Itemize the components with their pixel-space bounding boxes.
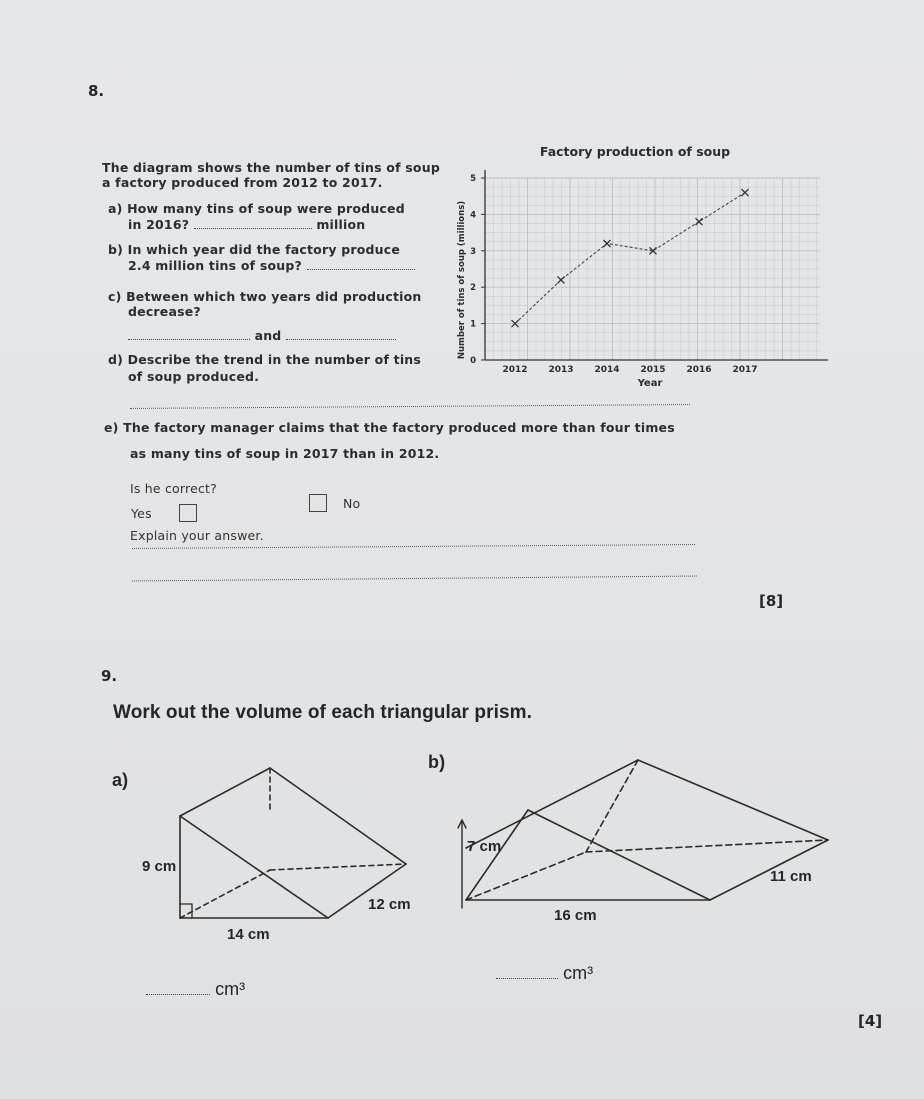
yes-label: Yes [131, 506, 152, 521]
q8b-line2 [128, 257, 415, 273]
q8d-line1: d) Describe the trend in the number of tins [108, 352, 422, 367]
q8c-answer-line-1[interactable] [128, 327, 250, 340]
q8d-line2: of soup produced. [128, 369, 260, 384]
prism-b-top-left-edge [466, 760, 638, 848]
x-tick-label: 2014 [594, 365, 620, 375]
y-tick-label: 4 [470, 210, 476, 221]
prism-a-top-right-edge [270, 768, 406, 864]
x-tick-label: 2013 [548, 365, 574, 375]
chart-y-label: Number of tins of soup (millions) [457, 200, 467, 360]
prism-a-hidden-back-base [270, 864, 406, 870]
q8c-line2: decrease? [128, 304, 201, 319]
prism-a-height-label: 9 cm [142, 858, 177, 875]
chart-axes [485, 170, 828, 360]
prism-b-hidden-left [466, 852, 586, 900]
soup-production-chart [440, 140, 840, 400]
q9a-answer [146, 978, 245, 1000]
q8c-answer-row [128, 327, 396, 343]
q8b-answer-line[interactable] [307, 257, 415, 270]
x-tick-label: 2016 [686, 365, 712, 375]
x-tick-label: 2015 [640, 365, 666, 375]
no-label: No [343, 496, 361, 511]
data-point-marker [604, 240, 611, 247]
prism-b-front-slope-edge [528, 810, 710, 900]
prism-a-front-slope-edge [180, 816, 328, 918]
q8-intro-line2: a factory produced from 2012 to 2017. [102, 175, 383, 190]
chart-title: Factory production of soup [539, 144, 731, 159]
question-9-number: 9. [101, 667, 118, 685]
q8c-answer-line-2[interactable] [286, 327, 396, 340]
q9a-label: a) [112, 770, 129, 790]
prism-b-diagram [452, 752, 832, 912]
prism-b-left-edge [466, 810, 528, 900]
q8a-text: in 2016? [128, 217, 190, 232]
q8c-line1: c) Between which two years did production [108, 289, 422, 304]
q9b-unit: cm³ [563, 963, 594, 983]
data-point-marker [696, 218, 703, 225]
explain-answer-line-2[interactable] [132, 576, 697, 582]
chart-x-ticks [502, 365, 757, 375]
q8b-text: 2.4 million tins of soup? [128, 258, 302, 273]
q9a-unit: cm³ [215, 979, 246, 999]
prism-b-base-label: 16 cm [554, 907, 597, 924]
prism-a-base-label: 14 cm [227, 926, 270, 943]
yes-checkbox[interactable] [179, 504, 197, 522]
prism-b-top-right-edge [638, 760, 828, 840]
no-checkbox[interactable] [309, 494, 327, 512]
chart-y-ticks [470, 174, 485, 366]
explain-answer-line-1[interactable] [132, 544, 695, 549]
y-tick-label: 5 [470, 174, 476, 184]
data-point-marker [742, 189, 749, 196]
prism-b-hidden-back [586, 840, 828, 852]
prism-a-hidden-left-base [180, 870, 270, 918]
y-tick-label: 2 [470, 283, 476, 294]
x-tick-label: 2017 [732, 365, 758, 375]
prism-a-top-left-edge [180, 768, 270, 816]
y-tick-label: 0 [470, 356, 476, 366]
q9b-answer-line[interactable] [496, 962, 558, 979]
q8e-line2: as many tins of soup in 2017 than in 2012. [130, 446, 440, 461]
q9b-answer [496, 962, 593, 984]
q8b-line1: b) In which year did the factory produce [108, 242, 401, 257]
q8a-answer-line[interactable] [194, 216, 312, 229]
question-8-number: 8. [88, 82, 105, 100]
q8a-line2 [128, 216, 365, 232]
q8a-unit: million [316, 217, 366, 232]
q8c-and: and [254, 328, 282, 343]
q8e-line1: e) The factory manager claims that the factory produced more than four times [104, 420, 675, 435]
q9b-label: b) [428, 752, 446, 772]
prism-a-right-angle-mark [180, 904, 192, 918]
q9-marks: [4] [858, 1012, 883, 1030]
chart-x-label: Year [637, 378, 663, 389]
q8d-answer-line[interactable] [130, 404, 690, 409]
prism-b-height-label: 7 cm [467, 838, 502, 855]
data-point-marker [558, 276, 565, 283]
x-tick-label: 2012 [502, 365, 528, 375]
chart-grid [485, 178, 820, 360]
series-line [515, 193, 745, 324]
chart-series [512, 189, 749, 327]
q8e-question: Is he correct? [130, 481, 217, 496]
prism-b-depth-label: 11 cm [770, 868, 812, 885]
q8-marks: [8] [759, 592, 784, 610]
q9-heading: Work out the volume of each triangular prism. [113, 702, 533, 723]
y-tick-label: 1 [470, 319, 476, 330]
q8a-line1: a) How many tins of soup were produced [108, 201, 405, 216]
prism-a-depth-label: 12 cm [368, 896, 411, 913]
explain-label: Explain your answer. [130, 528, 264, 543]
q9a-answer-line[interactable] [146, 978, 210, 995]
q8-intro-line1: The diagram shows the number of tins of soup [102, 160, 440, 175]
y-tick-label: 3 [470, 246, 476, 257]
